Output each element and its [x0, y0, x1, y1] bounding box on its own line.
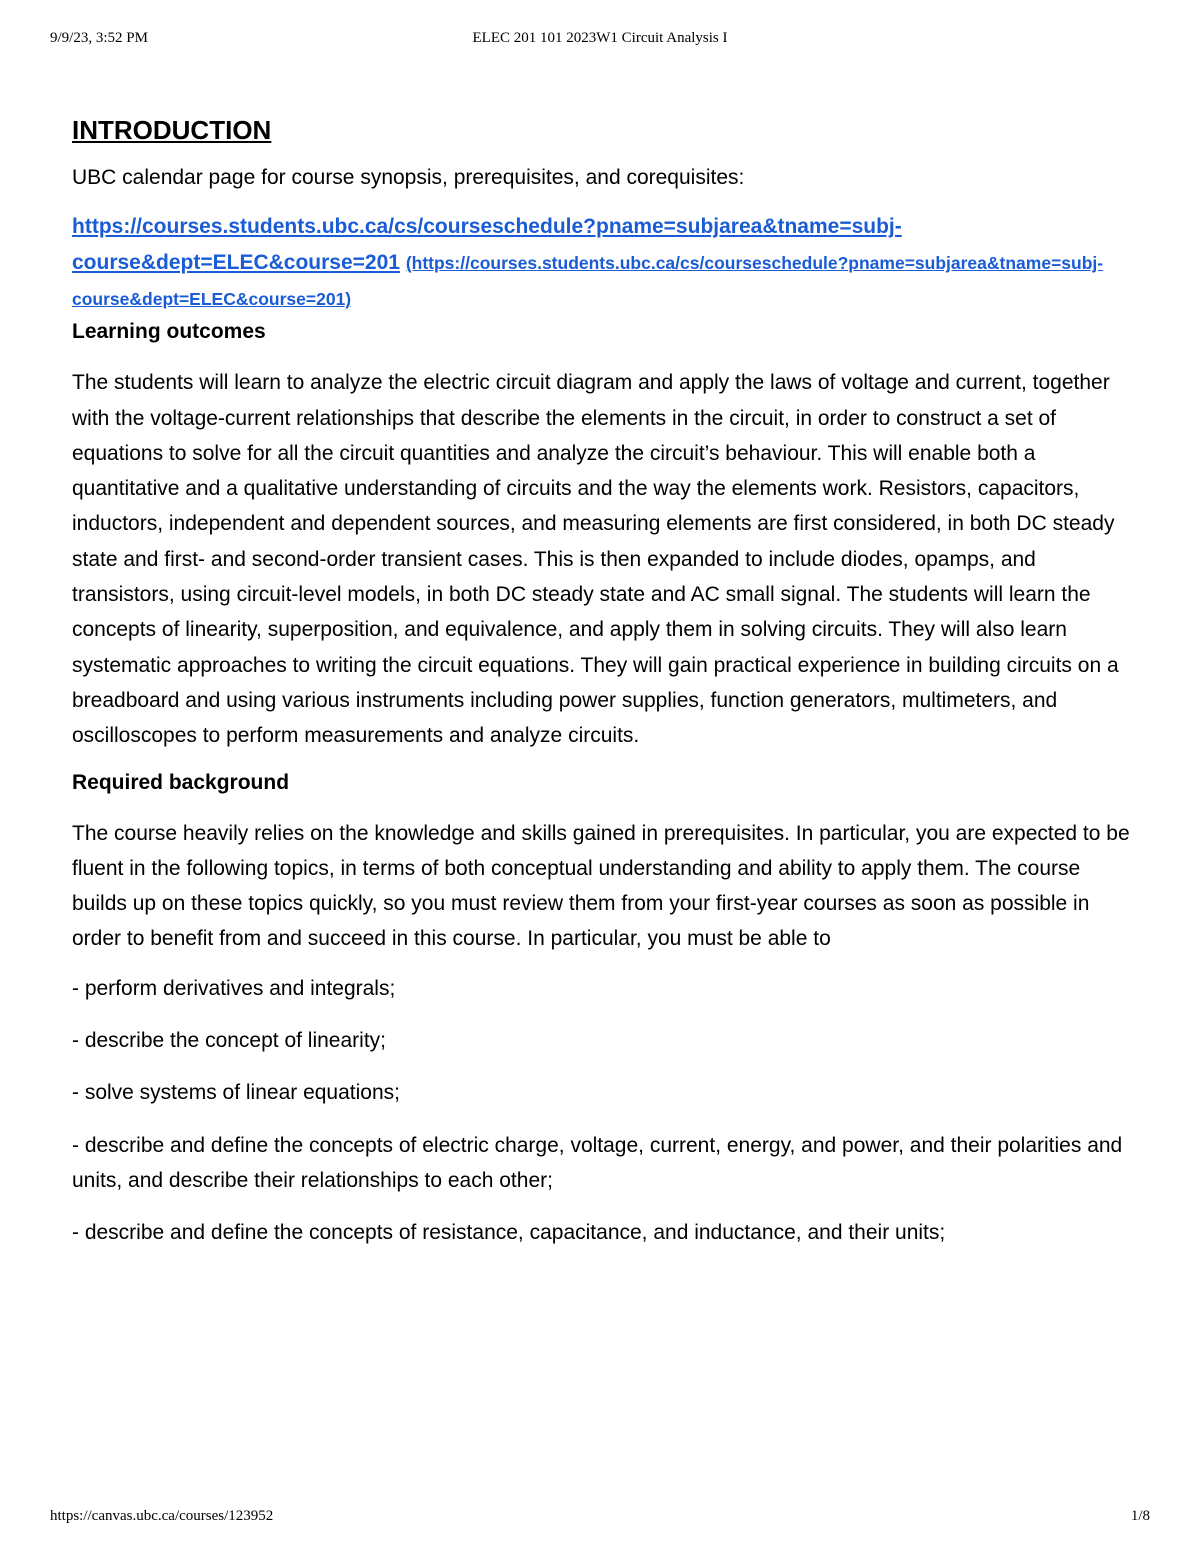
print-page-title: ELEC 201 101 2023W1 Circuit Analysis I	[472, 30, 728, 46]
calendar-link-alt[interactable]: (https://courses.students.ubc.ca/cs/courseschedule?pname=subjarea&tname=subj-course&dept=ELEC&course=201)	[72, 253, 1104, 310]
required-background-heading: Required background	[72, 770, 290, 794]
print-page-number: 1/8	[1130, 1508, 1150, 1524]
print-header	[50, 30, 1150, 52]
print-datetime: 9/9/23, 3:52 PM	[50, 30, 148, 46]
calendar-link[interactable]: https://courses.students.ubc.ca/cs/courseschedule?pname=subjarea&tname=subj-course&dept=ELEC&course=201	[72, 215, 902, 275]
list-item: - solve systems of linear equations;	[72, 1081, 400, 1105]
list-item: - perform derivatives and integrals;	[72, 976, 396, 1000]
learning-outcomes-text: The students will learn to analyze the electric circuit diagram and apply the laws of voltage and current, together with the voltage-current relationships that describe the elements in the circuit, in order to construct a set of equations to solve for all the circuit quantities and analyze the circuit’s behaviour. This will enable both a quantitative and a qualitative understanding of circuits and the way the elements work. Resistors, capacitors, inductors, independent and dependent sources, and measuring elements are first considered, in both DC steady state and first- and second-order transient cases. This is then expanded to include diodes, opamps, and transistors, using circuit-level models, in both DC steady state and AC small signal. The students will learn the concepts of linearity, superposition, and equivalence, and apply them in solving circuits. They will also learn systematic approaches to writing the circuit equations. They will gain practical experience in building circuits on a breadboard and using various instruments including power supplies, function generators, multimeters, and oscilloscopes to perform measurements and analyze circuits.	[72, 371, 1119, 748]
required-background-text: The course heavily relies on the knowledge and skills gained in prerequisites. In particular, you are expected to be fluent in the following topics, in terms of both conceptual understanding and ability to apply them. The course builds up on these topics quickly, so you must review them from your first-year courses as soon as possible in order to benefit from and succeed in this course. In particular, you must be able to	[72, 821, 1130, 951]
print-footer	[50, 1508, 1150, 1530]
calendar-link-block	[72, 209, 1140, 317]
list-item: - describe the concept of linearity;	[72, 1029, 386, 1053]
introduction-heading: INTRODUCTION	[72, 115, 272, 145]
list-item: - describe and define the concepts of electric charge, voltage, current, energy, and power, and their polarities and units, and describe their relationships to each other;	[72, 1133, 1123, 1192]
learning-outcomes-heading: Learning outcomes	[72, 320, 266, 344]
page-content	[72, 112, 1140, 1268]
print-url: https://canvas.ubc.ca/courses/123952	[50, 1508, 274, 1524]
calendar-description: UBC calendar page for course synopsis, prerequisites, and corequisites:	[72, 166, 745, 189]
list-item: - describe and define the concepts of resistance, capacitance, and inductance, and their units;	[72, 1221, 946, 1245]
